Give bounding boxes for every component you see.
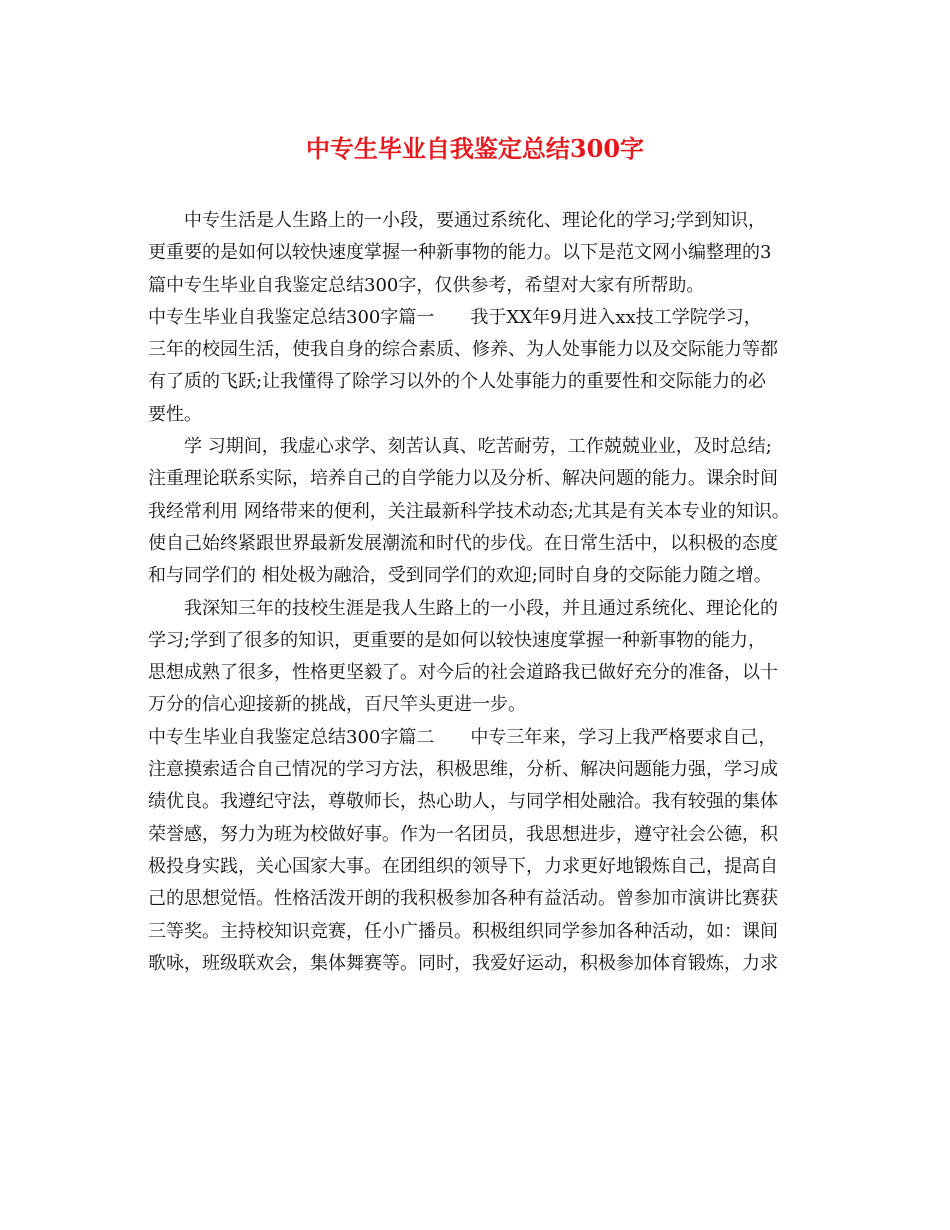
text-line: 学习;学到了很多的知识，更重要的是如何以较快速度掌握一种新事物的能力， [148, 629, 767, 651]
text-line: 中专生活是人生路上的一小段，要通过系统化、理论化的学习;学到知识， [148, 210, 767, 231]
text-line: 使自己始终紧跟世界最新发展潮流和时代的步伐。在日常生活中，以积极的态度 [148, 532, 778, 554]
text-line: 绩优良。我遵纪守法，尊敬师长，热心助人，与同学相处融洽。我有较强的集体 [148, 791, 778, 813]
text-line: 和与同学们的 相处极为融洽，受到同学们的欢迎;同时自身的交际能力随之增。 [148, 565, 772, 587]
text-line: 歌咏，班级联欢会，集体舞赛等。同时，我爱好运动，积极参加体育锻炼，力求 [148, 952, 778, 974]
text-line: 万分的信心迎接新的挑战，百尺竿头更进一步。 [148, 694, 526, 716]
text-line: 要性。 [148, 403, 202, 425]
text-line: 篇中专生毕业自我鉴定总结300字，仅供参考，希望对大家有所帮助。 [148, 274, 705, 296]
text-line: 有了质的飞跃;让我懂得了除学习以外的个人处事能力的重要性和交际能力的必 [148, 371, 767, 393]
text-line: 中专生毕业自我鉴定总结300字篇二 中专三年来，学习上我严格要求自己， [148, 726, 777, 748]
text-line: 注意摸索适合自己情况的学习方法，积极思维，分析、解决问题能力强，学习成 [148, 759, 778, 781]
text-line: 三年的校园生活，使我自身的综合素质、修养、为人处事能力以及交际能力等都 [148, 339, 778, 361]
text-line: 己的思想觉悟。性格活泼开朗的我积极参加各种有益活动。曾参加市演讲比赛获 [148, 888, 778, 910]
text-line: 荣誉感，努力为班为校做好事。作为一名团员，我思想进步，遵守社会公德，积 [148, 823, 778, 845]
document-body [148, 205, 818, 980]
text-line: 我深知三年的技校生涯是我人生路上的一小段，并且通过系统化、理论化的 [148, 597, 778, 619]
text-line: 思想成熟了很多，性格更坚毅了。对今后的社会道路我已做好充分的准备，以十 [148, 662, 778, 684]
text-line: 我经常利用 网络带来的便利，关注最新科学技术动态;尤其是有关本专业的知识。 [148, 500, 790, 522]
text-line: 学 习期间，我虚心求学、刻苦认真、吃苦耐劳，工作兢兢业业，及时总结; [148, 436, 772, 458]
text-line: 极投身实践，关心国家大事。在团组织的领导下，力求更好地锻炼自己，提高自 [148, 855, 778, 877]
text-line: 中专生毕业自我鉴定总结300字篇一 我于XX年9月进入xx技工学院学习， [148, 306, 762, 328]
text-line: 注重理论联系实际，培养自己的自学能力以及分析、解决问题的能力。课余时间 [148, 468, 778, 490]
text-line: 三等奖。主持校知识竞赛，任小广播员。积极组织同学参加各种活动，如：课间 [148, 920, 778, 942]
text-line: 更重要的是如何以较快速度掌握一种新事物的能力。以下是范文网小编整理的3 [148, 242, 772, 264]
document-title: 中专生毕业自我鉴定总结300字 [305, 134, 645, 163]
